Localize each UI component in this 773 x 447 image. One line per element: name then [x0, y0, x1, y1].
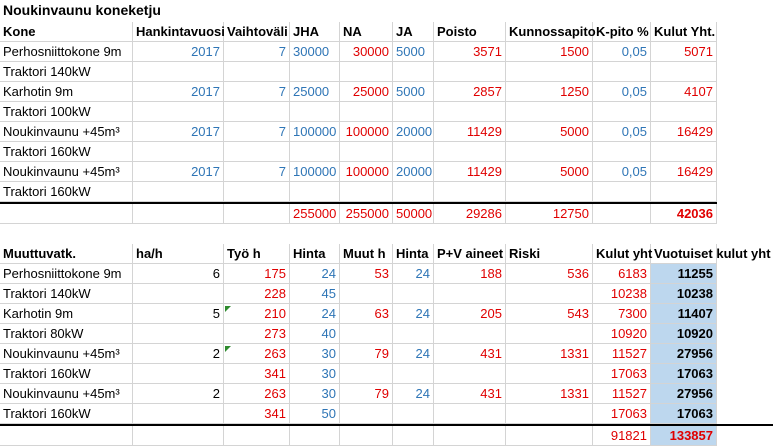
table1-header-cell[interactable]: Vaihtoväli [224, 22, 290, 42]
table1-header-cell[interactable]: JHA [290, 22, 340, 42]
table2-cell[interactable]: Perhosniittokone 9m [0, 264, 133, 284]
sheet-title[interactable]: Noukinvaunu koneketju [3, 2, 161, 18]
table2-cell[interactable] [434, 324, 506, 344]
table1-total-cell[interactable]: 255000 [290, 204, 340, 224]
table1-cell[interactable]: 0,05 [593, 122, 651, 142]
table1-cell[interactable]: Traktori 160kW [0, 182, 133, 202]
table1-cell[interactable]: 2017 [133, 42, 224, 62]
table1-cell[interactable] [290, 62, 340, 82]
table2-cell[interactable]: 30 [290, 344, 340, 364]
table1-cell[interactable]: 2017 [133, 82, 224, 102]
table1-cell[interactable] [133, 182, 224, 202]
table1-cell[interactable] [393, 62, 434, 82]
table1-cell[interactable]: 5000 [506, 162, 593, 182]
table1-total-cell[interactable]: 50000 [393, 204, 434, 224]
table1-header-cell[interactable]: Hankintavuosi [133, 22, 224, 42]
table2-header-cell[interactable]: Muuttuvatk. [0, 244, 133, 264]
table1-cell[interactable] [224, 62, 290, 82]
table1-cell[interactable] [434, 62, 506, 82]
table1-cell[interactable]: 25000 [340, 82, 393, 102]
table1-cell[interactable] [224, 102, 290, 122]
table1-cell[interactable] [506, 182, 593, 202]
table1-row [0, 42, 773, 62]
table1-cell[interactable] [393, 182, 434, 202]
table1-cell[interactable]: 5000 [506, 122, 593, 142]
table1-cell[interactable]: Perhosniittokone 9m [0, 42, 133, 62]
table2-cell[interactable] [133, 284, 224, 304]
table2-cell[interactable]: 40 [290, 324, 340, 344]
table1-cell[interactable] [651, 182, 717, 202]
table1-cell[interactable]: 5000 [393, 82, 434, 102]
table2-cell[interactable] [434, 404, 506, 424]
table2-cell[interactable]: 273 [224, 324, 290, 344]
table1-cell[interactable]: 100000 [290, 162, 340, 182]
table1-cell[interactable]: 7 [224, 122, 290, 142]
table2-cell[interactable]: 30 [290, 384, 340, 404]
table2-total-cell[interactable] [133, 426, 224, 446]
table1-cell[interactable] [290, 102, 340, 122]
table2-cell[interactable]: 228 [224, 284, 290, 304]
table1-cell[interactable]: 0,05 [593, 162, 651, 182]
table2-cell[interactable]: 27956 [651, 344, 717, 364]
table2-cell[interactable]: 1331 [506, 384, 593, 404]
table2-cell[interactable]: 24 [290, 304, 340, 324]
table2-total-cell[interactable] [224, 426, 290, 446]
table2-cell[interactable]: 24 [290, 264, 340, 284]
table1-cell[interactable]: 1250 [506, 82, 593, 102]
table2-row [0, 304, 773, 324]
table2-cell[interactable] [393, 324, 434, 344]
table1-cell[interactable]: 4107 [651, 82, 717, 102]
table1-cell[interactable]: Noukinvaunu +45m³ [0, 162, 133, 182]
table1-row [0, 142, 773, 162]
table2-row [0, 404, 773, 424]
table2-header-cell[interactable]: P+V aineet [434, 244, 506, 264]
table2-cell[interactable]: 175 [224, 264, 290, 284]
comment-indicator-icon[interactable] [225, 346, 231, 352]
table2-cell[interactable]: 536 [506, 264, 593, 284]
table1-total-cell[interactable] [224, 204, 290, 224]
table1-cell[interactable] [290, 182, 340, 202]
table1-header-cell[interactable]: Poisto [434, 22, 506, 42]
table1-cell[interactable] [340, 102, 393, 122]
table2-cell[interactable]: 17063 [593, 364, 651, 384]
table1-cell[interactable] [340, 182, 393, 202]
table1-cell[interactable] [393, 102, 434, 122]
table1-totals-row [0, 204, 773, 224]
table2-cell[interactable]: 17063 [651, 404, 717, 424]
table2-total-cell[interactable] [434, 426, 506, 446]
table1-cell[interactable] [593, 62, 651, 82]
table2-header-cell[interactable]: Vuotuiset kulut yht [651, 244, 717, 264]
table1-header-cell[interactable]: JA [393, 22, 434, 42]
table2-cell[interactable] [393, 364, 434, 384]
table2-cell[interactable]: 210 [224, 304, 290, 324]
table2-total-cell[interactable] [0, 426, 133, 446]
table1-cell[interactable]: Karhotin 9m [0, 82, 133, 102]
table2-cell[interactable]: 27956 [651, 384, 717, 404]
table2-cell[interactable]: 11407 [651, 304, 717, 324]
table1-cell[interactable]: 100000 [290, 122, 340, 142]
table1-cell[interactable]: 11429 [434, 162, 506, 182]
table2-header-cell[interactable]: ha/h [133, 244, 224, 264]
table1-row [0, 62, 773, 82]
table2-cell[interactable]: 7300 [593, 304, 651, 324]
table2-header-cell[interactable]: Hinta [393, 244, 434, 264]
table2-cell[interactable]: 431 [434, 344, 506, 364]
table2-cell[interactable]: 24 [393, 264, 434, 284]
table1-total-cell[interactable] [0, 204, 133, 224]
table1-row [0, 122, 773, 142]
table1-cell[interactable] [593, 102, 651, 122]
table2-cell[interactable] [434, 364, 506, 384]
table2-cell[interactable]: 431 [434, 384, 506, 404]
table1-cell[interactable]: 20000 [393, 162, 434, 182]
table2-cell[interactable]: 341 [224, 364, 290, 384]
table1-row [0, 182, 773, 202]
table2-header-cell[interactable]: Hinta [290, 244, 340, 264]
table1-cell[interactable] [224, 182, 290, 202]
table2-cell[interactable]: 24 [393, 344, 434, 364]
table2-cell[interactable] [393, 284, 434, 304]
table2-cell[interactable]: 17063 [593, 404, 651, 424]
table2-cell[interactable]: 79 [340, 384, 393, 404]
table1-cell[interactable] [434, 102, 506, 122]
table2-cell[interactable] [340, 284, 393, 304]
table1-header-cell[interactable]: NA [340, 22, 393, 42]
table1-cell[interactable]: 1500 [506, 42, 593, 62]
table2-cell[interactable]: 188 [434, 264, 506, 284]
table1-cell[interactable]: 25000 [290, 82, 340, 102]
table2-cell[interactable] [506, 284, 593, 304]
table1-cell[interactable]: 3571 [434, 42, 506, 62]
table2-cell[interactable]: 45 [290, 284, 340, 304]
table2-cell[interactable]: 6183 [593, 264, 651, 284]
table2-row [0, 264, 773, 284]
table1-cell[interactable]: 16429 [651, 162, 717, 182]
table2-row [0, 364, 773, 384]
table1-row [0, 82, 773, 102]
table2-total-cell[interactable] [290, 426, 340, 446]
table2-cell[interactable]: 11527 [593, 384, 651, 404]
table2-cell[interactable]: 63 [340, 304, 393, 324]
table2-total-cell[interactable] [340, 426, 393, 446]
table2-cell[interactable]: 263 [224, 384, 290, 404]
table2-cell[interactable]: 10920 [651, 324, 717, 344]
table2-total-cell[interactable] [506, 426, 593, 446]
table1-cell[interactable] [340, 142, 393, 162]
table2-cell[interactable]: 263 [224, 344, 290, 364]
table2-cell[interactable] [434, 284, 506, 304]
table1-cell[interactable] [593, 182, 651, 202]
table1-cell[interactable]: 2017 [133, 162, 224, 182]
table2-cell[interactable]: Traktori 80kW [0, 324, 133, 344]
comment-indicator-icon[interactable] [225, 306, 231, 312]
table2-totals-row [0, 426, 773, 446]
table2-cell[interactable]: 6 [133, 264, 224, 284]
table1-header-cell[interactable]: Kulut Yht. [651, 22, 717, 42]
table2-cell[interactable]: Karhotin 9m [0, 304, 133, 324]
table2-cell[interactable] [340, 364, 393, 384]
table2-cell[interactable]: 5 [133, 304, 224, 324]
table2-cell[interactable]: 2 [133, 344, 224, 364]
table1-cell[interactable]: Noukinvaunu +45m³ [0, 122, 133, 142]
table2-cell[interactable]: Noukinvaunu +45m³ [0, 384, 133, 404]
table2-cell[interactable] [340, 404, 393, 424]
table1-header-cell[interactable]: K-pito % [593, 22, 651, 42]
table1-cell[interactable] [506, 62, 593, 82]
table1-total-cell[interactable]: 255000 [340, 204, 393, 224]
table1-cell[interactable]: 30000 [290, 42, 340, 62]
table2-cell[interactable]: 205 [434, 304, 506, 324]
table2-cell[interactable] [506, 404, 593, 424]
table2-cell[interactable]: Traktori 160kW [0, 364, 133, 384]
table2-cell[interactable] [506, 364, 593, 384]
table2-cell[interactable]: 10238 [651, 284, 717, 304]
table2-cell[interactable]: 10238 [593, 284, 651, 304]
table1-cell[interactable]: 0,05 [593, 82, 651, 102]
table1-cell[interactable]: 20000 [393, 122, 434, 142]
table1-cell[interactable]: 100000 [340, 162, 393, 182]
table1-cell[interactable] [133, 142, 224, 162]
table1-cell[interactable]: 2017 [133, 122, 224, 142]
table2-cell[interactable] [133, 324, 224, 344]
table1-cell[interactable] [133, 62, 224, 82]
table1-cell[interactable]: 7 [224, 162, 290, 182]
table2-cell[interactable]: 11527 [593, 344, 651, 364]
table2-cell[interactable] [340, 324, 393, 344]
table1-cell[interactable]: 100000 [340, 122, 393, 142]
table2-header-cell[interactable]: Kulut yht [593, 244, 651, 264]
table1-header-row [0, 22, 773, 42]
table1-cell[interactable] [506, 142, 593, 162]
table1-cell[interactable] [340, 62, 393, 82]
table2-cell[interactable] [393, 404, 434, 424]
table1-cell[interactable]: Traktori 140kW [0, 62, 133, 82]
table2-row [0, 384, 773, 404]
table2-cell[interactable] [133, 364, 224, 384]
table2-cell[interactable]: 30 [290, 364, 340, 384]
table1-total-cell[interactable]: 29286 [434, 204, 506, 224]
table2-cell[interactable]: 341 [224, 404, 290, 424]
table2-total-cell[interactable]: 133857 [651, 426, 717, 446]
table2-header-cell[interactable]: Työ h [224, 244, 290, 264]
table2-cell[interactable]: 53 [340, 264, 393, 284]
table1-total-cell[interactable]: 42036 [651, 204, 717, 224]
table2-cell[interactable]: Traktori 140kW [0, 284, 133, 304]
table1-cell[interactable] [133, 102, 224, 122]
table2-cell[interactable]: 10920 [593, 324, 651, 344]
table1-cell[interactable]: 5071 [651, 42, 717, 62]
table2-cell[interactable]: 17063 [651, 364, 717, 384]
table1-cell[interactable] [393, 142, 434, 162]
table2-cell[interactable]: Noukinvaunu +45m³ [0, 344, 133, 364]
table1-cell[interactable] [593, 142, 651, 162]
table1-cell[interactable] [224, 142, 290, 162]
table2-cell[interactable]: 2 [133, 384, 224, 404]
table1-cell[interactable] [506, 102, 593, 122]
table1-cell[interactable]: 7 [224, 82, 290, 102]
table1-cell[interactable]: Traktori 100kW [0, 102, 133, 122]
table2-cell[interactable]: 1331 [506, 344, 593, 364]
table1-cell[interactable]: 0,05 [593, 42, 651, 62]
table2-cell[interactable]: 543 [506, 304, 593, 324]
table2-cell[interactable]: 24 [393, 384, 434, 404]
table1-header-cell[interactable]: Kunnossapito [506, 22, 593, 42]
table1-cell[interactable]: 7 [224, 42, 290, 62]
table2-cell[interactable]: 11255 [651, 264, 717, 284]
table1-cell[interactable] [651, 142, 717, 162]
table1-cell[interactable]: 2857 [434, 82, 506, 102]
table1-total-cell[interactable] [593, 204, 651, 224]
table2-cell[interactable]: 24 [393, 304, 434, 324]
table2-row [0, 324, 773, 344]
table2-total-cell[interactable]: 91821 [593, 426, 651, 446]
table2-row [0, 344, 773, 364]
table2-cell[interactable]: Traktori 160kW [0, 404, 133, 424]
table2-header-cell[interactable]: Riski [506, 244, 593, 264]
table1-cell[interactable]: 30000 [340, 42, 393, 62]
table2-cell[interactable] [506, 324, 593, 344]
table1-cell[interactable] [434, 182, 506, 202]
table1-cell[interactable]: 11429 [434, 122, 506, 142]
table1-cell[interactable] [434, 142, 506, 162]
table2-header-cell[interactable]: Muut h [340, 244, 393, 264]
table1-header-cell[interactable]: Kone [0, 22, 133, 42]
table1-total-cell[interactable] [133, 204, 224, 224]
table1-cell[interactable]: Traktori 160kW [0, 142, 133, 162]
table1-row [0, 162, 773, 182]
table2-cell[interactable] [133, 404, 224, 424]
table2-row [0, 284, 773, 304]
table1-cell[interactable]: 16429 [651, 122, 717, 142]
table1-row [0, 102, 773, 122]
table1-cell[interactable] [651, 102, 717, 122]
table1-total-cell[interactable]: 12750 [506, 204, 593, 224]
table2-cell[interactable]: 50 [290, 404, 340, 424]
table2-total-cell[interactable] [393, 426, 434, 446]
table2-header-row [0, 244, 773, 264]
table1-cell[interactable] [290, 142, 340, 162]
table2-cell[interactable]: 79 [340, 344, 393, 364]
table1-cell[interactable]: 5000 [393, 42, 434, 62]
table1-cell[interactable] [651, 62, 717, 82]
